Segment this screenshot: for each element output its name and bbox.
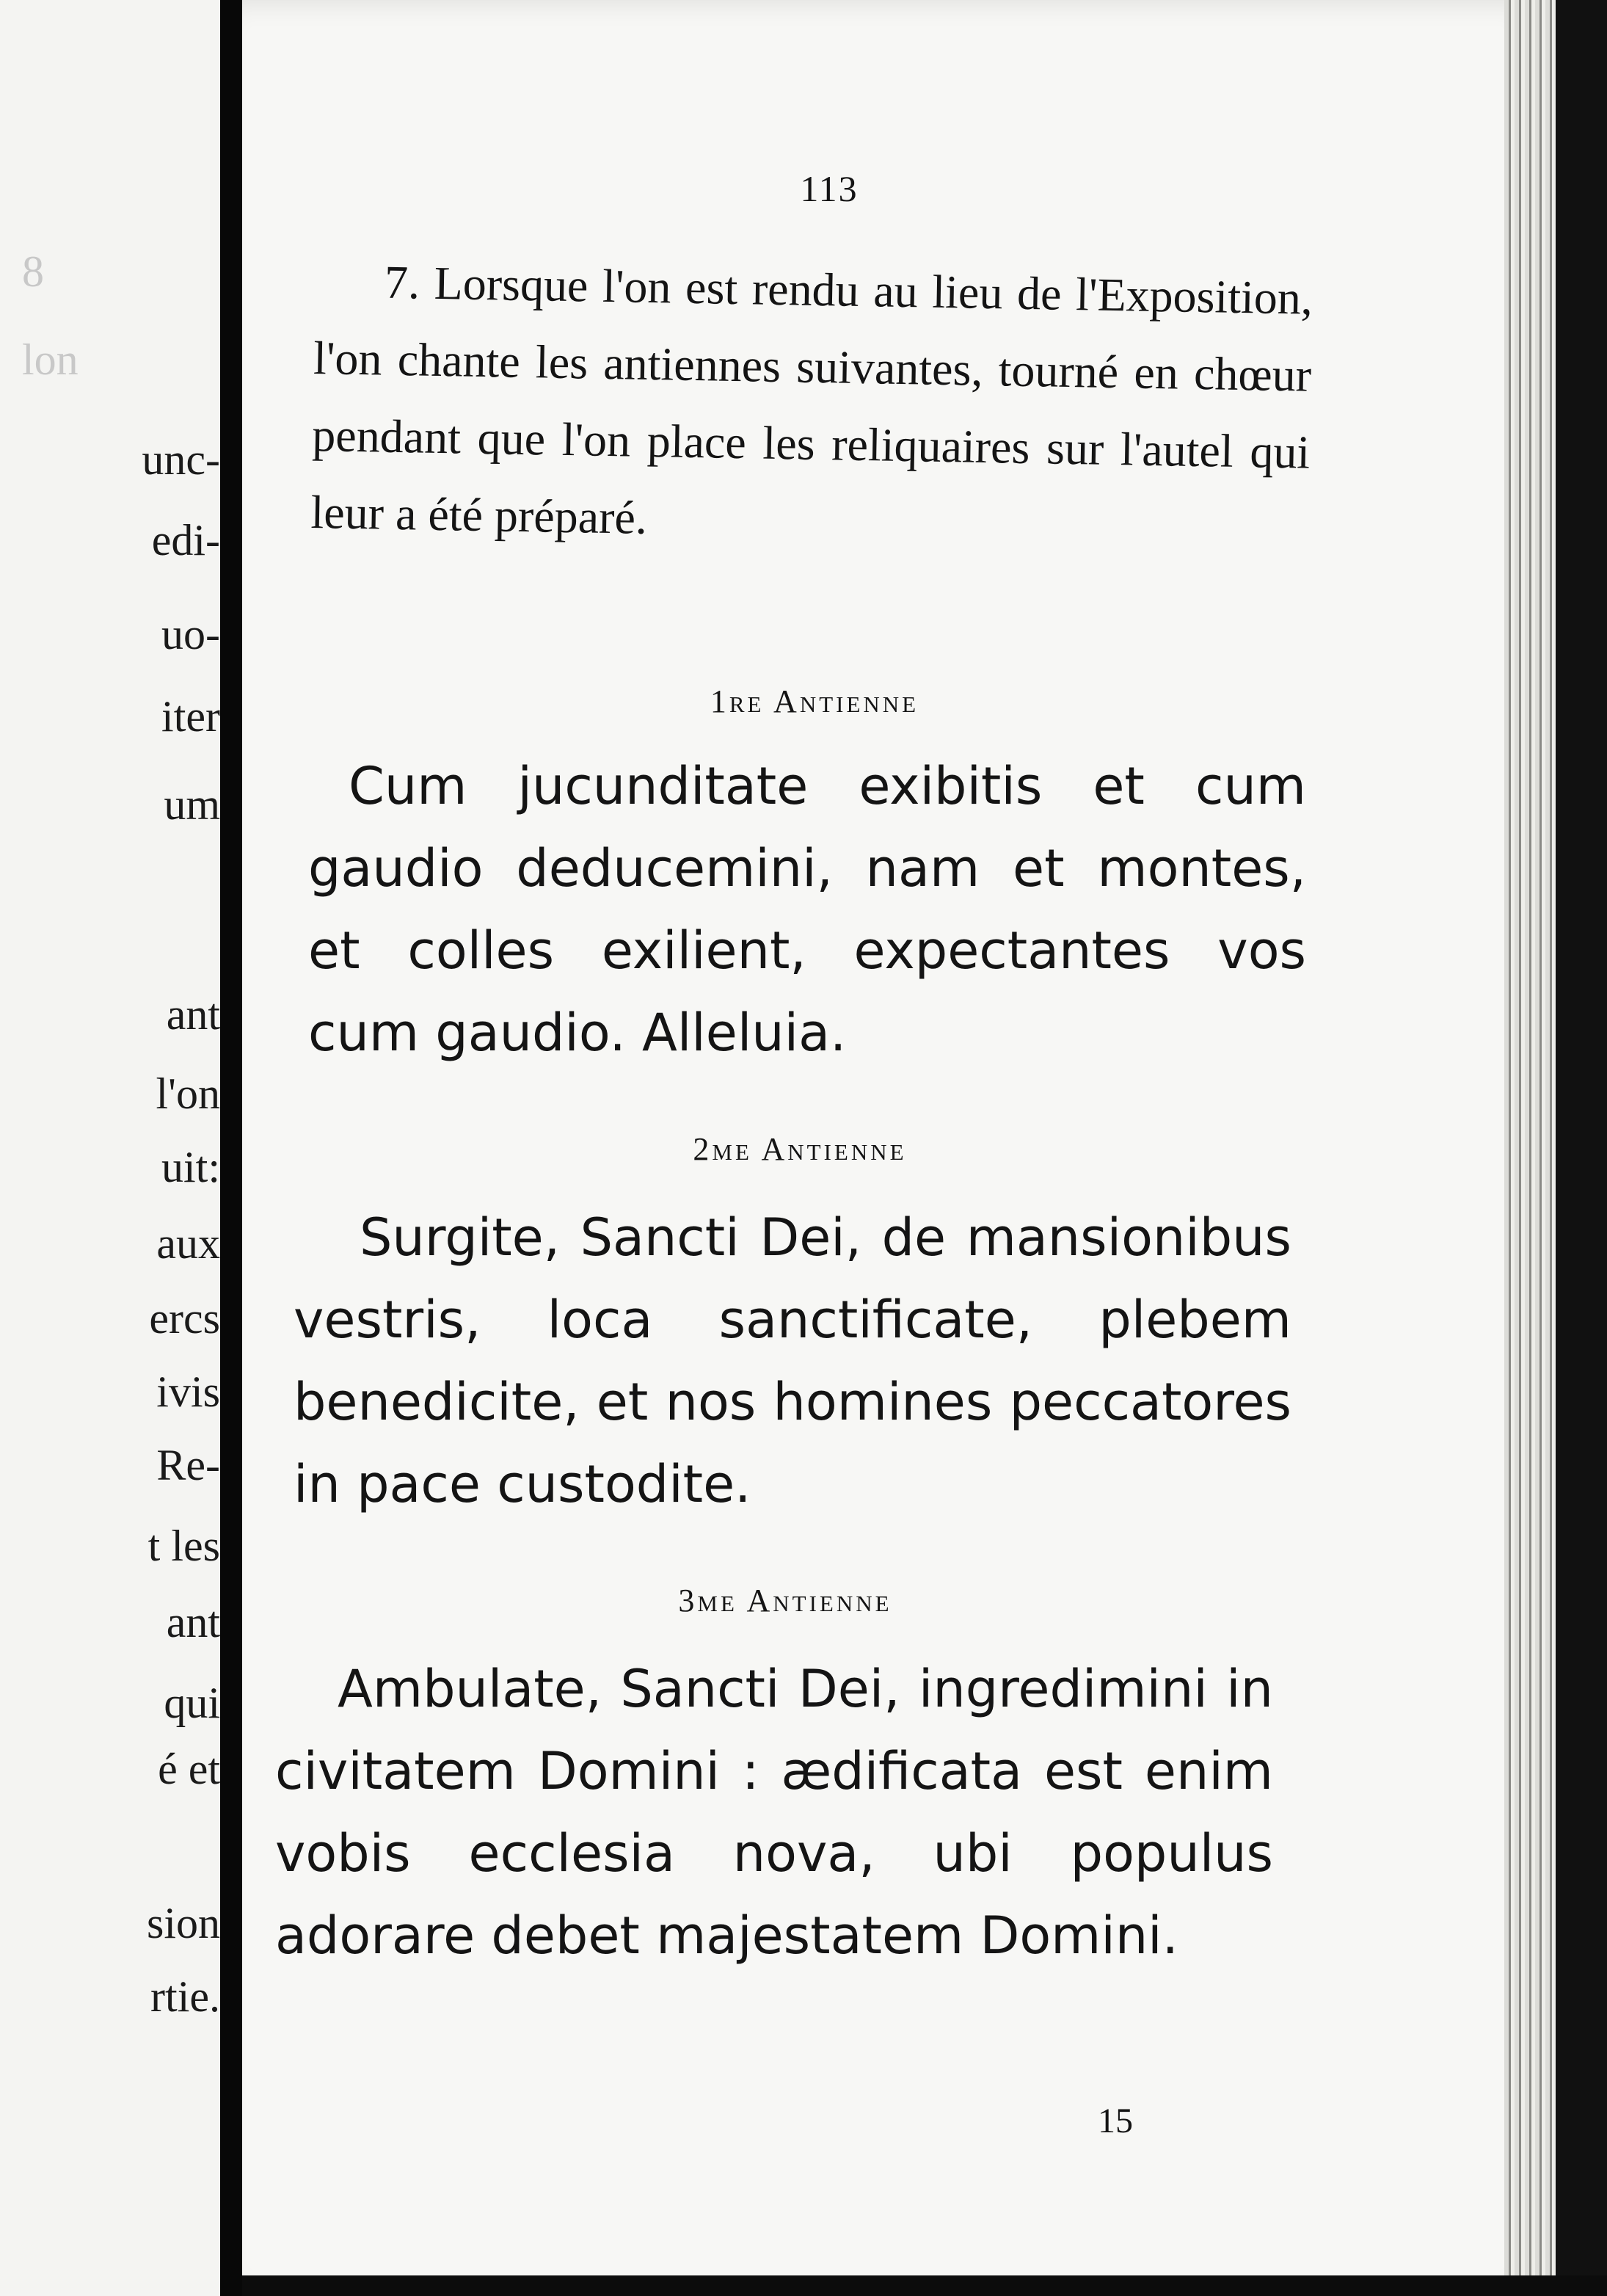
- left-page-fragment: uit:: [161, 1143, 220, 1191]
- antienne-heading: 3me Antienne: [678, 1583, 892, 1619]
- left-page-fragment: lon: [22, 335, 79, 384]
- left-facing-page: [0, 0, 220, 2296]
- left-page-fragment: t les: [147, 1522, 220, 1570]
- book-gutter: [220, 0, 242, 2296]
- left-page-fragment: ant: [166, 990, 220, 1039]
- paragraph-indent: [315, 297, 385, 298]
- left-page-fragment: sion: [146, 1899, 220, 1947]
- left-page-fragment: ant: [166, 1598, 220, 1646]
- left-page-fragment: é et: [158, 1745, 220, 1793]
- left-page-fragment: aux: [156, 1219, 220, 1268]
- page-bottom-edge: [242, 2275, 1607, 2296]
- left-page-fragment: rtie.: [150, 1972, 220, 2021]
- left-page-fragment: unc-: [142, 435, 220, 484]
- left-page-fragment: uo-: [161, 610, 220, 658]
- antienne-heading: 2me Antienne: [693, 1131, 907, 1167]
- intro-paragraph: [310, 242, 1313, 568]
- left-page-fragment: 8: [22, 247, 44, 296]
- left-page-fragment: um: [164, 780, 220, 829]
- left-page-fragment: l'on: [156, 1069, 220, 1118]
- left-page-fragment: ivis: [156, 1367, 220, 1416]
- intro-paragraph-text: 7. Lorsque l'on est rendu au lieu de l'Exposition, l'on chante les antiennes suivantes, tourné en chœur pendant que l'on place les reliquaires sur l'autel qui leur a été préparé.: [310, 255, 1313, 544]
- signature-mark: 15: [1098, 2101, 1133, 2140]
- left-page-fragment: Re-: [156, 1441, 220, 1489]
- antienne-text: Cum jucunditate exibitis et cum gaudio deducemini, nam et montes, et colles exilient, expectantes vos cum gaudio. Alleluia.: [308, 756, 1306, 1063]
- left-page-fragment: iter: [161, 692, 220, 741]
- antienne-heading: 1re Antienne: [710, 683, 919, 719]
- left-page-fragment: qui: [164, 1679, 220, 1727]
- antienne-text: Surgite, Sancti Dei, de mansionibus vestris, loca sanctificate, plebem benedicite, et nos homines peccatores in pace custodite.: [294, 1207, 1291, 1514]
- page-number: 113: [800, 168, 859, 209]
- page-edges: [1504, 0, 1556, 2296]
- antienne-text: Ambulate, Sancti Dei, ingredimini in civitatem Domini : ædificata est enim vobis ecclesia nova, ubi populus adorare debet majestatem Domini.: [275, 1659, 1273, 1966]
- left-page-fragment: ercs: [149, 1294, 220, 1343]
- left-page-fragment: edi-: [151, 516, 220, 564]
